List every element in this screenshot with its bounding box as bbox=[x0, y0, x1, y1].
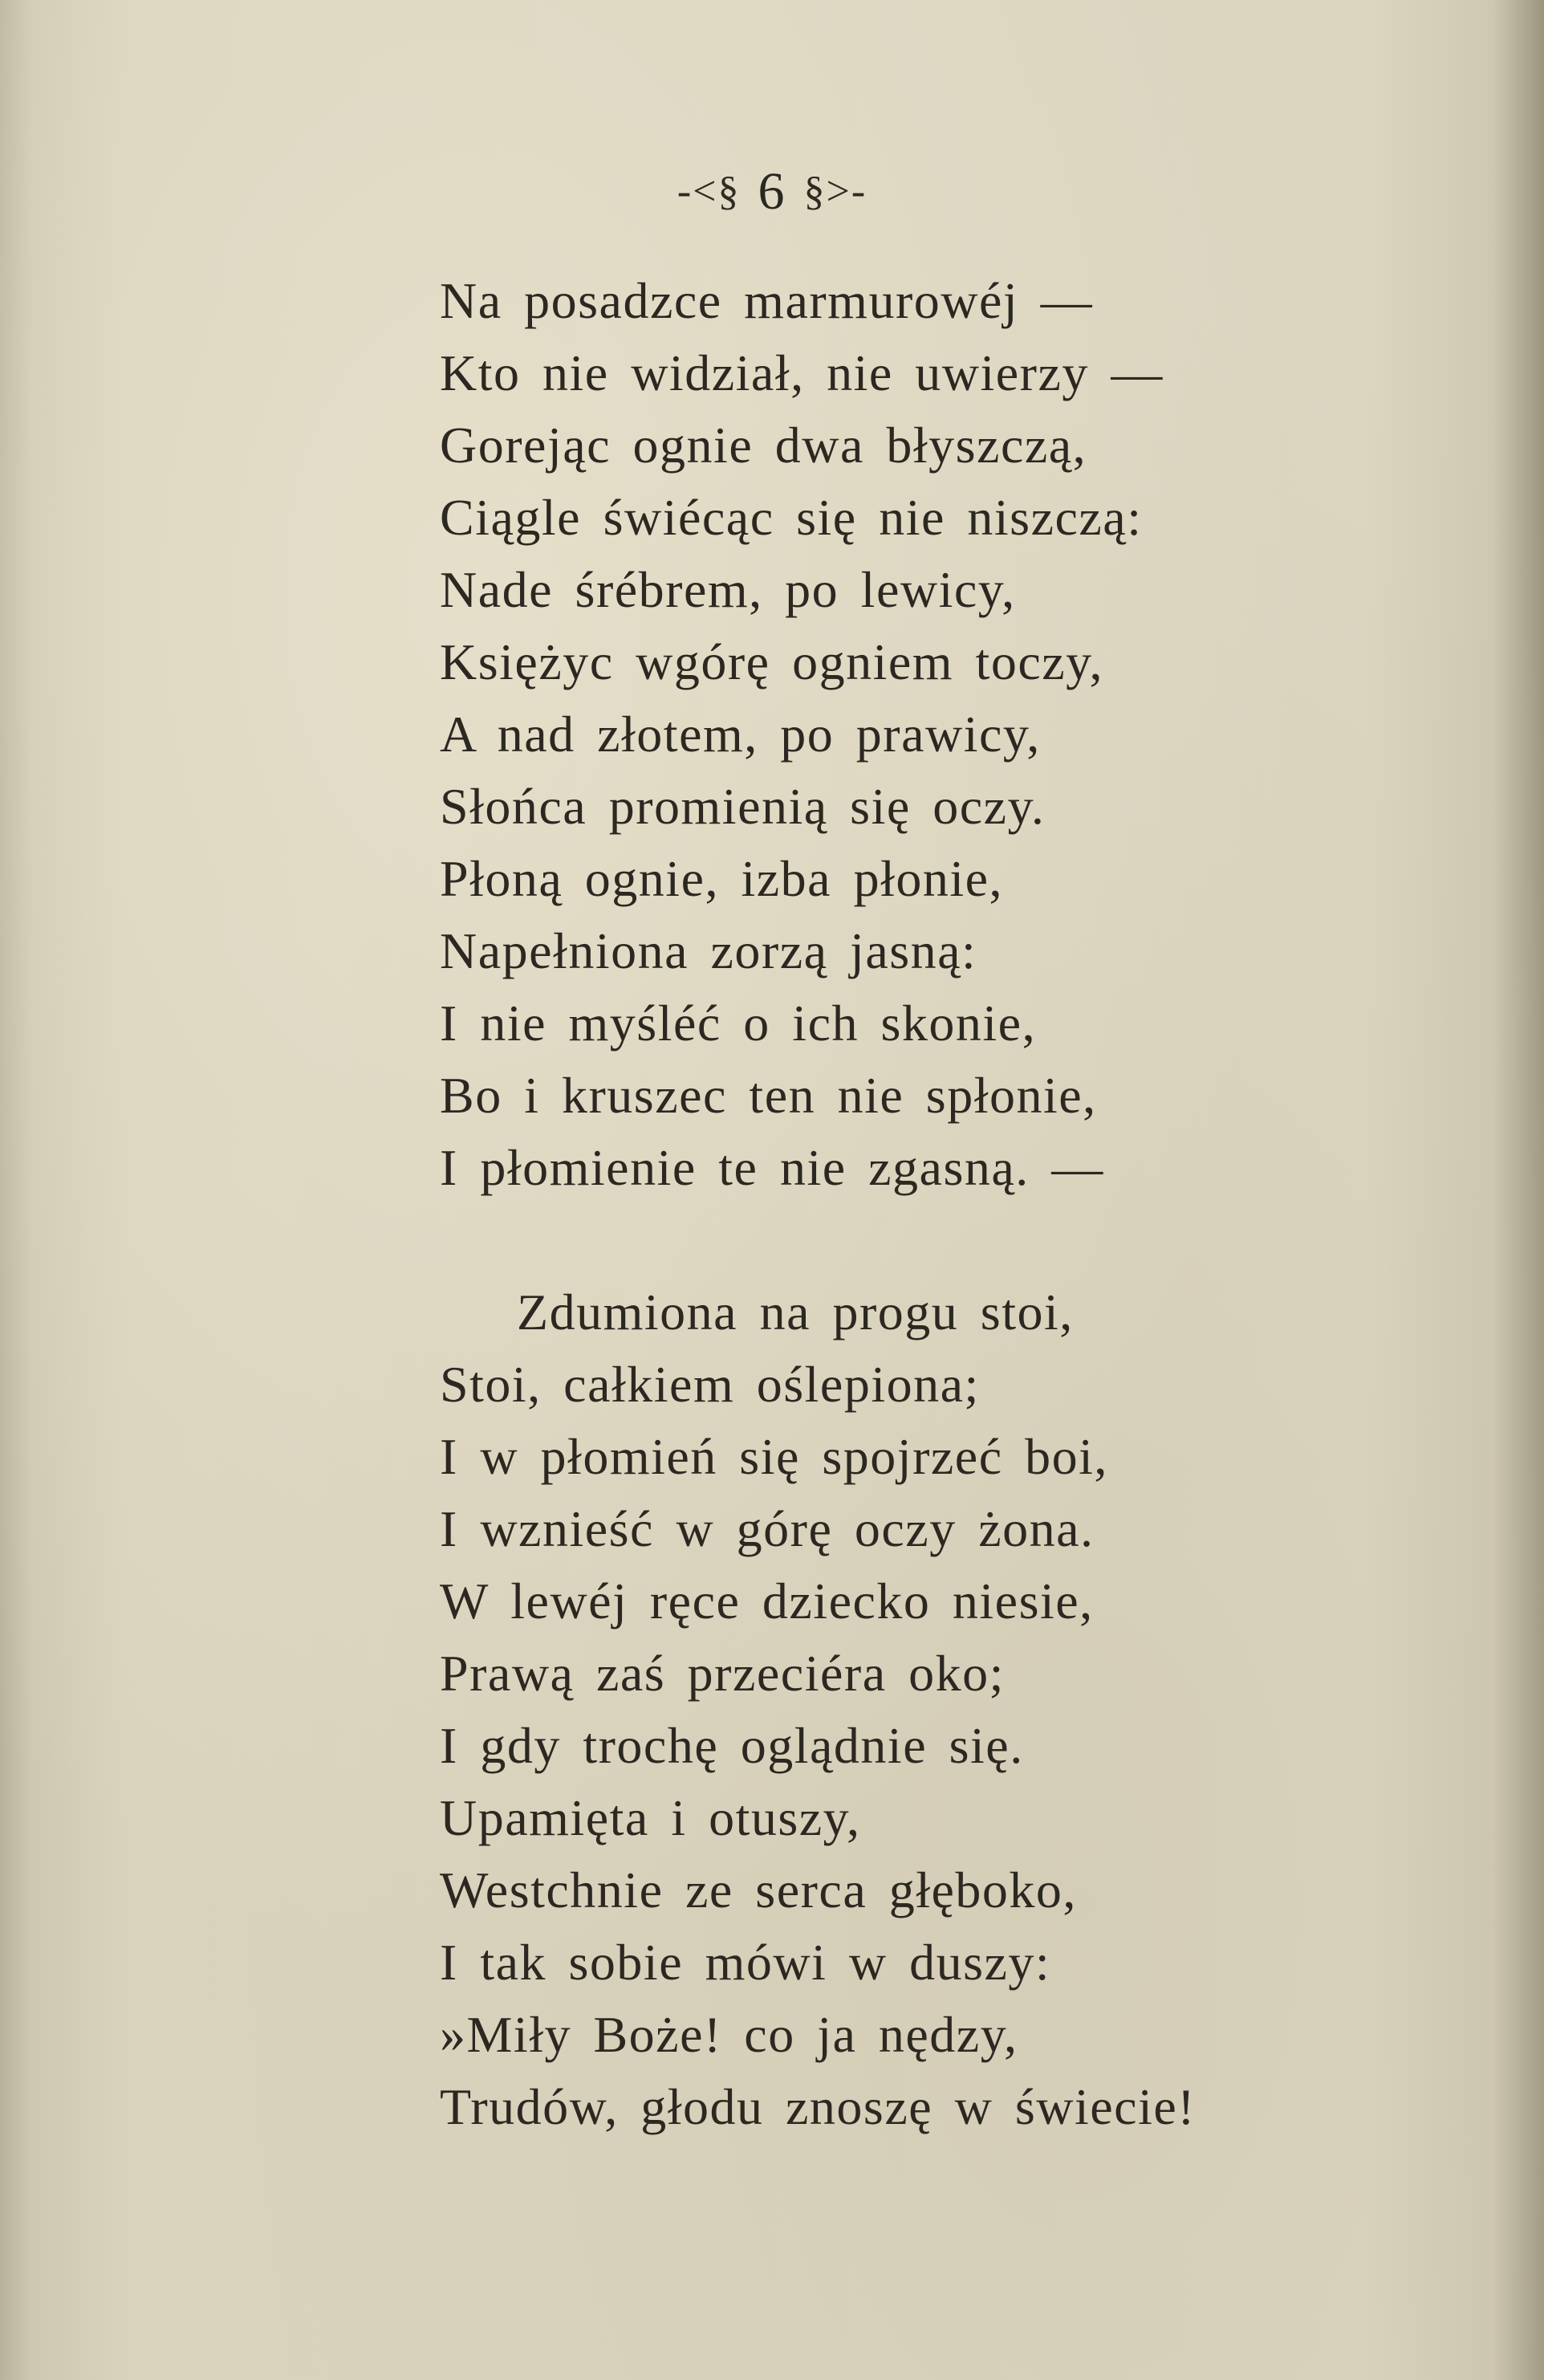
poem-line: Napełniona zorzą jasną: bbox=[440, 922, 977, 979]
ornament-left-icon: -<§ bbox=[677, 169, 741, 215]
poem-line: Nade śrébrem, po lewicy, bbox=[440, 561, 1016, 618]
stanza-1 bbox=[440, 265, 1403, 1204]
page-header bbox=[0, 157, 1544, 222]
stanza-2 bbox=[440, 1276, 1403, 2143]
poem-line: Płoną ognie, izba płonie, bbox=[440, 850, 1004, 907]
poem-line: Upamięta i otuszy, bbox=[440, 1789, 861, 1846]
poem-line: Zdumiona na progu stoi, bbox=[517, 1284, 1074, 1341]
poem-line: Na posadzce marmurowéj — bbox=[440, 272, 1094, 329]
poem-line: Ciągle świécąc się nie niszczą: bbox=[440, 489, 1143, 546]
poem-line: Bo i kruszec ten nie spłonie, bbox=[440, 1067, 1097, 1124]
poem-line: Prawą zaś przeciéra oko; bbox=[440, 1645, 1005, 1702]
poem-line: I tak sobie mówi w duszy: bbox=[440, 1934, 1051, 1991]
poem-line: Kto nie widział, nie uwierzy — bbox=[440, 344, 1164, 401]
poem-line: W lewéj ręce dziecko niesie, bbox=[440, 1572, 1094, 1629]
poem-line: I wznieść w górę oczy żona. bbox=[440, 1500, 1095, 1557]
poem-line: Trudów, głodu znoszę w świecie! bbox=[440, 2078, 1197, 2135]
poem-line: Księżyc wgórę ogniem toczy, bbox=[440, 633, 1103, 690]
ornament-right-icon: §>- bbox=[803, 169, 867, 215]
poem-line: Gorejąc ognie dwa błyszczą, bbox=[440, 417, 1087, 474]
poem-line: I w płomień się spojrzeć boi, bbox=[440, 1428, 1108, 1485]
poem-line: I płomienie te nie zgasną. — bbox=[440, 1139, 1104, 1196]
page-number: 6 bbox=[758, 161, 786, 221]
poem-line: I gdy trochę oglądnie się. bbox=[440, 1717, 1024, 1774]
poem-line: Westchnie ze serca głęboko, bbox=[440, 1861, 1077, 1918]
poem-line: A nad złotem, po prawicy, bbox=[440, 706, 1041, 763]
poem-line: Stoi, całkiem oślepiona; bbox=[440, 1356, 980, 1413]
poem-text bbox=[440, 265, 1403, 2143]
poem-line: »Miły Boże! co ja nędzy, bbox=[440, 2006, 1018, 2063]
poem-line: I nie myśléć o ich skonie, bbox=[440, 995, 1037, 1052]
stanza-break bbox=[440, 1204, 1403, 1276]
poem-line: Słońca promienią się oczy. bbox=[440, 778, 1046, 835]
